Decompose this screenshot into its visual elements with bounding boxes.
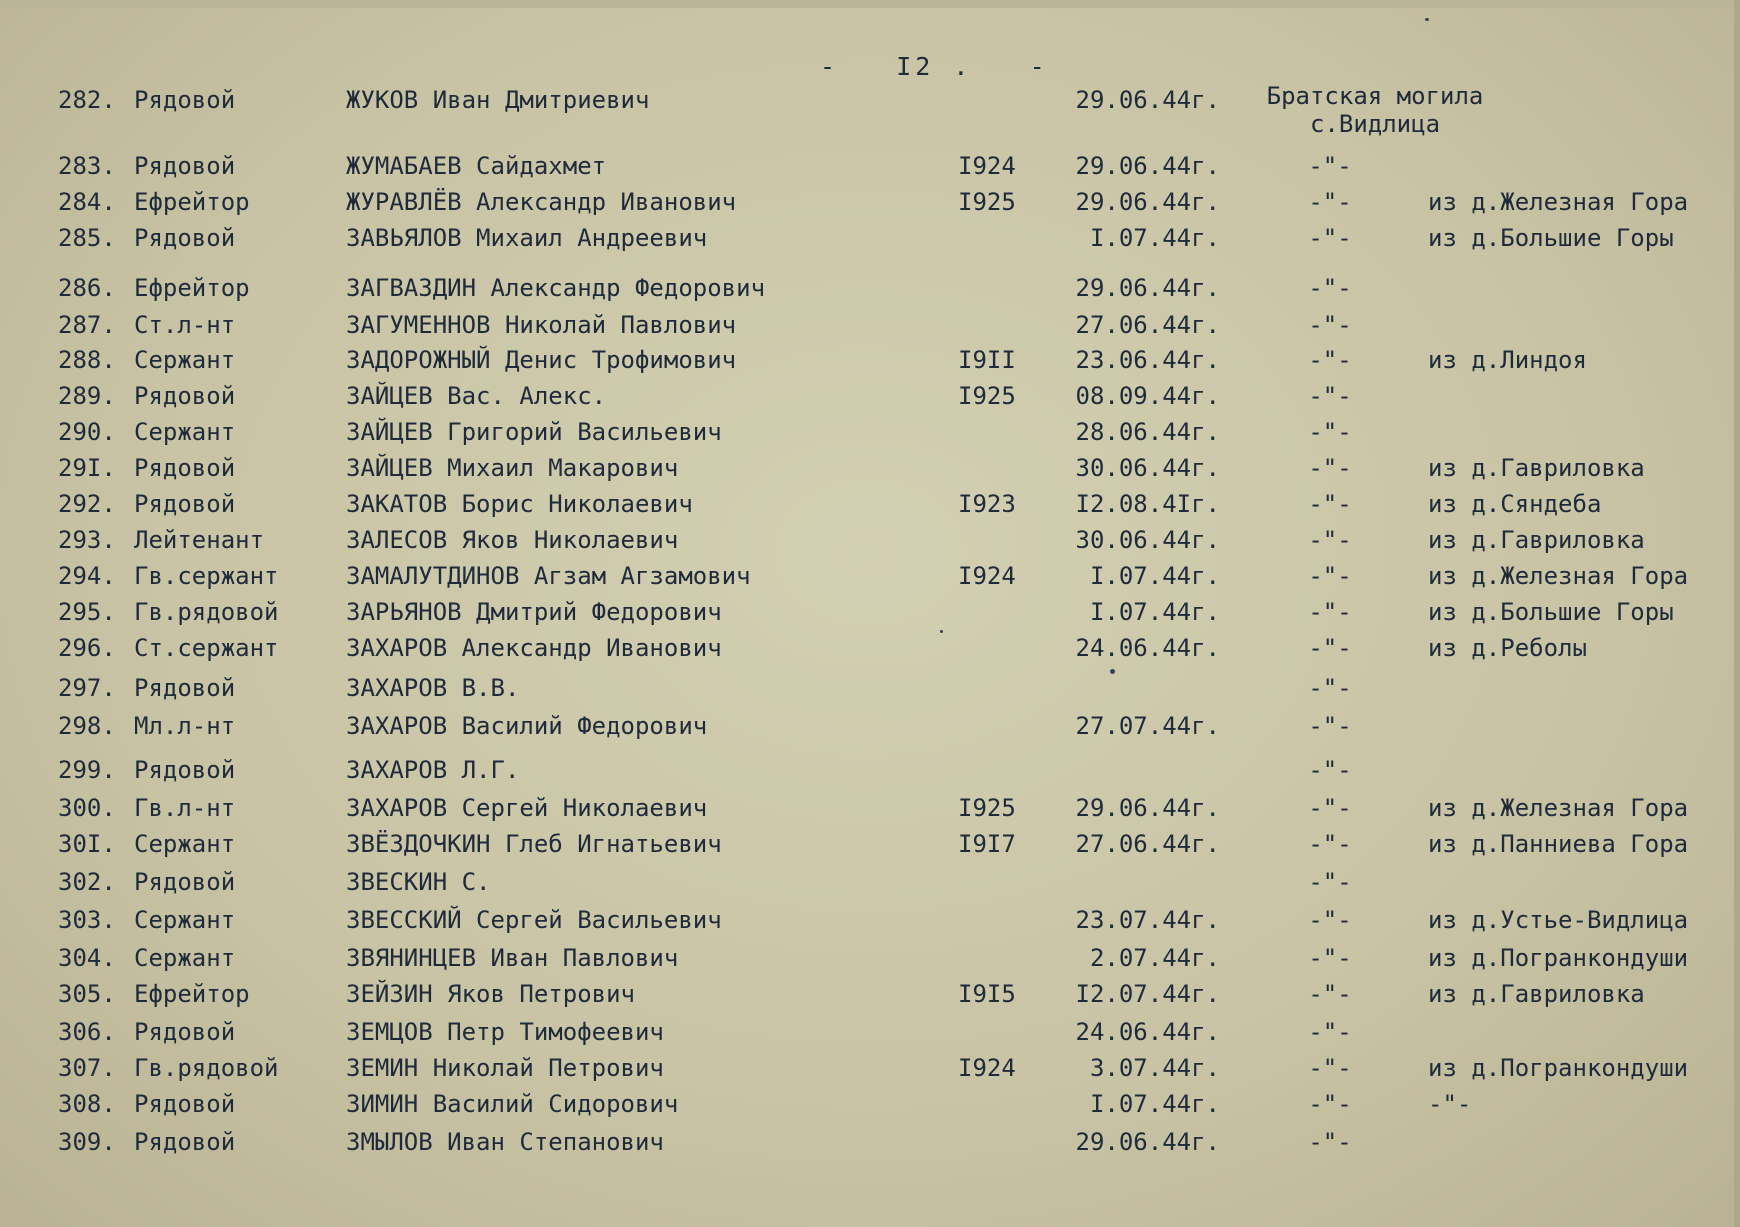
cell-name: ЗАХАРОВ Василий Федорович	[346, 712, 708, 740]
cell-rank: Рядовой	[134, 1128, 236, 1156]
cell-rank: Лейтенант	[134, 526, 265, 554]
cell-burial: -"-	[1308, 944, 1352, 972]
cell-date: 27.06.44г.	[1075, 830, 1220, 858]
cell-date: 29.06.44г.	[1075, 794, 1220, 822]
cell-name: ЗВЕССКИЙ Сергей Васильевич	[346, 906, 722, 934]
cell-num: 283.	[58, 152, 116, 180]
table-row	[0, 594, 1740, 630]
cell-date: 24.06.44г.	[1075, 1018, 1220, 1046]
cell-burial: -"-	[1308, 906, 1352, 934]
cell-name: ЗАРЬЯНОВ Дмитрий Федорович	[346, 598, 722, 626]
cell-rank: Рядовой	[134, 86, 236, 114]
cell-num: 295.	[58, 598, 116, 626]
cell-num: 298.	[58, 712, 116, 740]
cell-from: из д.Панниева Гора	[1428, 830, 1689, 858]
cell-burial: -"-	[1308, 756, 1352, 784]
page-number: - I2 . -	[820, 52, 1049, 81]
cell-name: ЗАЙЦЕВ Григорий Васильевич	[346, 418, 722, 446]
cell-date: 29.06.44г.	[1075, 1128, 1220, 1156]
cell-rank: Сержант	[134, 418, 236, 446]
cell-num: 285.	[58, 224, 116, 252]
cell-num: 29I.	[58, 454, 116, 482]
cell-rank: Ефрейтор	[134, 274, 250, 302]
cell-num: 305.	[58, 980, 116, 1008]
cell-date: 23.06.44г.	[1075, 346, 1220, 374]
cell-name: ЗАКАТОВ Борис Николаевич	[346, 490, 693, 518]
cell-burial: -"-	[1308, 794, 1352, 822]
cell-name: ЗАВЬЯЛОВ Михаил Андреевич	[346, 224, 708, 252]
cell-name: ЗЕЙЗИН Яков Петрович	[346, 980, 635, 1008]
cell-from: из д.Большие Горы	[1428, 224, 1674, 252]
cell-num: 293.	[58, 526, 116, 554]
cell-name: ЖУКОВ Иван Дмитриевич	[346, 86, 650, 114]
cell-num: 300.	[58, 794, 116, 822]
table-row	[0, 902, 1740, 938]
cell-date: 29.06.44г.	[1075, 274, 1220, 302]
cell-name: ЗВЁЗДОЧКИН Глеб Игнатьевич	[346, 830, 722, 858]
cell-rank: Сержант	[134, 944, 236, 972]
cell-burial: -"-	[1308, 188, 1352, 216]
cell-from: из д.Сяндеба	[1428, 490, 1602, 518]
cell-num: 303.	[58, 906, 116, 934]
cell-rank: Гв.рядовой	[134, 1054, 279, 1082]
cell-date: 23.07.44г.	[1075, 906, 1220, 934]
cell-burial: -"-	[1308, 526, 1352, 554]
cell-name: ЗАХАРОВ Сергей Николаевич	[346, 794, 708, 822]
cell-rank: Рядовой	[134, 454, 236, 482]
cell-name: ЗАГВАЗДИН Александр Федорович	[346, 274, 766, 302]
cell-year: I923	[958, 490, 1016, 518]
ink-spot	[1425, 18, 1429, 21]
cell-name: ЗАДОРОЖНЫЙ Денис Трофимович	[346, 346, 737, 374]
cell-num: 292.	[58, 490, 116, 518]
cell-name: ЗВЕСКИН С.	[346, 868, 491, 896]
cell-date: 08.09.44г.	[1075, 382, 1220, 410]
cell-from: из д.Гавриловка	[1428, 454, 1645, 482]
paper-edge-top	[0, 0, 1740, 8]
cell-burial: -"-	[1308, 712, 1352, 740]
cell-name: ЗАМАЛУТДИНОВ Агзам Агзамович	[346, 562, 751, 590]
cell-date: I.07.44г.	[1089, 562, 1220, 590]
cell-year: I924	[958, 562, 1016, 590]
cell-year: I924	[958, 152, 1016, 180]
table-row	[0, 148, 1740, 184]
cell-burial: -"-	[1308, 674, 1352, 702]
cell-burial: -"-	[1308, 980, 1352, 1008]
cell-rank: Рядовой	[134, 382, 236, 410]
table-row	[0, 670, 1740, 706]
cell-num: 289.	[58, 382, 116, 410]
cell-rank: Рядовой	[134, 152, 236, 180]
cell-year: I9I7	[958, 830, 1016, 858]
cell-rank: Ефрейтор	[134, 980, 250, 1008]
table-row	[0, 976, 1740, 1012]
cell-num: 286.	[58, 274, 116, 302]
cell-date: 27.06.44г.	[1075, 311, 1220, 339]
table-row	[0, 270, 1740, 306]
cell-burial: -"-	[1308, 454, 1352, 482]
cell-rank: Рядовой	[134, 224, 236, 252]
cell-from: из д.Реболы	[1428, 634, 1587, 662]
cell-date: 30.06.44г.	[1075, 526, 1220, 554]
cell-burial: -"-	[1308, 152, 1352, 180]
cell-date: I.07.44г.	[1089, 224, 1220, 252]
table-row	[0, 940, 1740, 976]
cell-num: 294.	[58, 562, 116, 590]
cell-burial: -"-	[1308, 830, 1352, 858]
cell-date: 29.06.44г.	[1075, 86, 1220, 114]
cell-rank: Гв.рядовой	[134, 598, 279, 626]
cell-name: ЗАГУМЕННОВ Николай Павлович	[346, 311, 737, 339]
cell-rank: Гв.л-нт	[134, 794, 236, 822]
cell-burial: -"-	[1308, 598, 1352, 626]
cell-burial: -"-	[1308, 346, 1352, 374]
cell-burial: -"-	[1308, 1054, 1352, 1082]
table-row	[0, 864, 1740, 900]
cell-rank: Рядовой	[134, 868, 236, 896]
cell-num: 297.	[58, 674, 116, 702]
cell-from: -"-	[1428, 1090, 1472, 1118]
cell-burial: -"-	[1308, 562, 1352, 590]
cell-num: 287.	[58, 311, 116, 339]
cell-rank: Сержант	[134, 830, 236, 858]
cell-burial: -"-	[1308, 1090, 1352, 1118]
cell-burial: -"-	[1308, 490, 1352, 518]
cell-name: ЗАХАРОВ Л.Г.	[346, 756, 520, 784]
ink-spot	[1110, 669, 1115, 674]
cell-num: 304.	[58, 944, 116, 972]
table-row	[0, 630, 1740, 666]
cell-burial: -"-	[1308, 274, 1352, 302]
cell-name: ЗМЫЛОВ Иван Степанович	[346, 1128, 664, 1156]
cell-burial: -"-	[1308, 1018, 1352, 1046]
cell-rank: Ст.л-нт	[134, 311, 236, 339]
cell-name: ЖУРАВЛЁВ Александр Иванович	[346, 188, 737, 216]
cell-rank: Рядовой	[134, 490, 236, 518]
cell-from: из д.Погранкондуши	[1428, 944, 1689, 972]
cell-rank: Рядовой	[134, 1090, 236, 1118]
cell-name: ЗАЙЦЕВ Михаил Макарович	[346, 454, 679, 482]
cell-name: ЖУМАБАЕВ Сайдахмет	[346, 152, 607, 180]
cell-num: 299.	[58, 756, 116, 784]
cell-date: 27.07.44г.	[1075, 712, 1220, 740]
cell-rank: Сержант	[134, 906, 236, 934]
cell-num: 309.	[58, 1128, 116, 1156]
cell-num: 307.	[58, 1054, 116, 1082]
table-row	[0, 1014, 1740, 1050]
table-row	[0, 752, 1740, 788]
cell-num: 290.	[58, 418, 116, 446]
table-row	[0, 1050, 1740, 1086]
burial-place-note: Братская могила с.Видлица	[1266, 82, 1484, 138]
cell-burial: -"-	[1308, 634, 1352, 662]
table-row	[0, 342, 1740, 378]
table-row	[0, 450, 1740, 486]
cell-rank: Мл.л-нт	[134, 712, 236, 740]
cell-date: I2.07.44г.	[1075, 980, 1220, 1008]
cell-name: ЗЕМИН Николай Петрович	[346, 1054, 664, 1082]
table-row	[0, 708, 1740, 744]
cell-from: из д.Гавриловка	[1428, 980, 1645, 1008]
cell-date: I2.08.4Iг.	[1075, 490, 1220, 518]
cell-from: из д.Линдоя	[1428, 346, 1587, 374]
cell-year: I925	[958, 382, 1016, 410]
cell-rank: Ефрейтор	[134, 188, 250, 216]
cell-num: 30I.	[58, 830, 116, 858]
cell-num: 296.	[58, 634, 116, 662]
table-row	[0, 414, 1740, 450]
table-row	[0, 826, 1740, 862]
cell-rank: Гв.сержант	[134, 562, 279, 590]
table-row	[0, 1124, 1740, 1160]
cell-date: 30.06.44г.	[1075, 454, 1220, 482]
cell-date: I.07.44г.	[1089, 1090, 1220, 1118]
cell-from: из д.Железная Гора	[1428, 188, 1689, 216]
cell-name: ЗВЯНИНЦЕВ Иван Павлович	[346, 944, 679, 972]
table-row	[0, 1086, 1740, 1122]
cell-burial: -"-	[1308, 382, 1352, 410]
cell-num: 302.	[58, 868, 116, 896]
cell-year: I925	[958, 794, 1016, 822]
table-row	[0, 307, 1740, 343]
cell-burial: -"-	[1308, 224, 1352, 252]
cell-num: 308.	[58, 1090, 116, 1118]
cell-rank: Рядовой	[134, 674, 236, 702]
cell-rank: Ст.сержант	[134, 634, 279, 662]
table-row	[0, 82, 1740, 118]
cell-num: 284.	[58, 188, 116, 216]
cell-from: из д.Устье-Видлица	[1428, 906, 1689, 934]
cell-burial: -"-	[1308, 311, 1352, 339]
cell-date: I.07.44г.	[1089, 598, 1220, 626]
cell-date: 29.06.44г.	[1075, 152, 1220, 180]
cell-date: 29.06.44г.	[1075, 188, 1220, 216]
cell-name: ЗЕМЦОВ Петр Тимофеевич	[346, 1018, 664, 1046]
cell-burial: -"-	[1308, 868, 1352, 896]
cell-date: 3.07.44г.	[1089, 1054, 1220, 1082]
cell-burial: -"-	[1308, 418, 1352, 446]
cell-name: ЗАЛЕСОВ Яков Николаевич	[346, 526, 679, 554]
cell-date: 2.07.44г.	[1089, 944, 1220, 972]
cell-name: ЗАХАРОВ Александр Иванович	[346, 634, 722, 662]
ink-spot	[940, 630, 943, 633]
cell-name: ЗИМИН Василий Сидорович	[346, 1090, 679, 1118]
cell-from: из д.Железная Гора	[1428, 794, 1689, 822]
cell-name: ЗАХАРОВ В.В.	[346, 674, 520, 702]
cell-date: 28.06.44г.	[1075, 418, 1220, 446]
cell-from: из д.Большие Горы	[1428, 598, 1674, 626]
cell-year: I925	[958, 188, 1016, 216]
table-row	[0, 790, 1740, 826]
cell-from: из д.Железная Гора	[1428, 562, 1689, 590]
cell-rank: Сержант	[134, 346, 236, 374]
cell-year: I9I5	[958, 980, 1016, 1008]
cell-rank: Рядовой	[134, 756, 236, 784]
cell-num: 306.	[58, 1018, 116, 1046]
cell-name: ЗАЙЦЕВ Вас. Алекс.	[346, 382, 607, 410]
cell-rank: Рядовой	[134, 1018, 236, 1046]
table-row	[0, 378, 1740, 414]
table-row	[0, 220, 1740, 256]
cell-year: I9II	[958, 346, 1016, 374]
table-row	[0, 522, 1740, 558]
cell-burial: -"-	[1308, 1128, 1352, 1156]
table-row	[0, 558, 1740, 594]
cell-year: I924	[958, 1054, 1016, 1082]
table-row	[0, 486, 1740, 522]
cell-from: из д.Гавриловка	[1428, 526, 1645, 554]
cell-date: 24.06.44г.	[1075, 634, 1220, 662]
table-row	[0, 184, 1740, 220]
cell-num: 282.	[58, 86, 116, 114]
cell-from: из д.Погранкондуши	[1428, 1054, 1689, 1082]
cell-num: 288.	[58, 346, 116, 374]
